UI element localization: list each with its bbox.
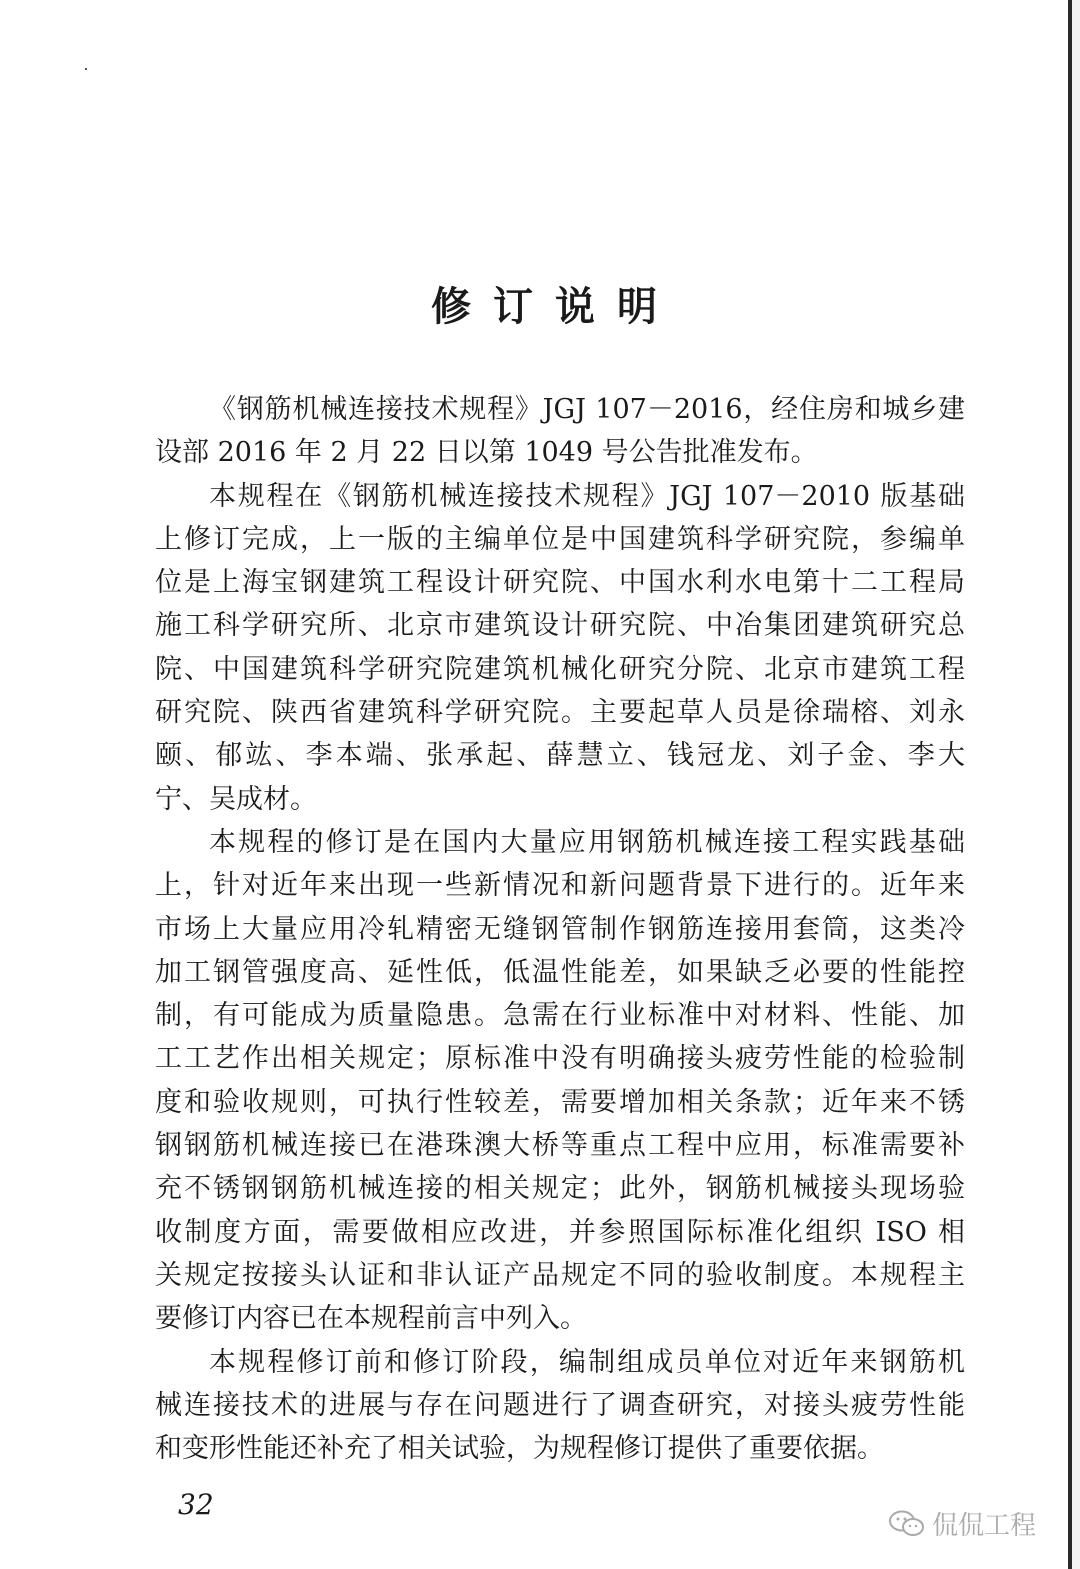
paragraph-line: 工工艺作出相关规定；原标准中没有明确接头疲劳性能的检验制 — [155, 1043, 965, 1074]
paragraph-line: 加工钢管强度高、延性低，低温性能差，如果缺乏必要的性能控 — [155, 957, 965, 988]
paragraph-line: 上，针对近年来出现一些新情况和新问题背景下进行的。近年来 — [155, 870, 965, 901]
page-title: 修订说明 — [431, 283, 679, 330]
paragraph-line: 和变形性能还补充了相关试验，为规程修订提供了重要依据。 — [155, 1433, 884, 1464]
paragraph-line: 院、中国建筑科学研究院建筑机械化研究分院、北京市建筑工程 — [155, 654, 965, 685]
paragraph-line: 度和验收规则，可执行性较差，需要增加相关条款；近年来不锈 — [155, 1087, 965, 1118]
scan-page-edge — [1068, 0, 1072, 1569]
paragraph-line: 位是上海宝钢建筑工程设计研究院、中国水利水电第十二工程局 — [155, 567, 965, 598]
paragraph-line: 充不锈钢钢筋机械连接的相关规定；此外，钢筋机械接头现场验 — [155, 1173, 965, 1204]
watermark-text: 侃侃工程 — [932, 1510, 1037, 1540]
paragraph-line: 械连接技术的进展与存在问题进行了调查研究，对接头疲劳性能 — [155, 1390, 965, 1421]
paragraph-line: 制，有可能成为质量隐患。急需在行业标准中对材料、性能、加 — [155, 1000, 965, 1031]
wechat-icon — [888, 1509, 926, 1539]
page-number: 32 — [178, 1488, 214, 1521]
paragraph-line: 本规程的修订是在国内大量应用钢筋机械连接工程实践基础 — [209, 827, 965, 858]
paragraph-line: 设部 2016 年 2 月 22 日以第 1049 号公告批准发布。 — [155, 437, 818, 468]
scan-speck — [85, 68, 87, 70]
paragraph-line: 收制度方面，需要做相应改进，并参照国际标准化组织 ISO 相 — [155, 1217, 965, 1248]
paragraph-line: 本规程在《钢筋机械连接技术规程》JGJ 107－2010 版基础 — [209, 481, 965, 512]
paragraph-line: 研究院、陕西省建筑科学研究院。主要起草人员是徐瑞榕、刘永 — [155, 697, 965, 728]
paragraph-line: 《钢筋机械连接技术规程》JGJ 107－2016，经住房和城乡建 — [209, 394, 965, 425]
paragraph-line: 要修订内容已在本规程前言中列入。 — [155, 1303, 587, 1334]
paragraph-line: 钢钢筋机械连接已在港珠澳大桥等重点工程中应用，标准需要补 — [155, 1130, 965, 1161]
paragraph-line: 上修订完成，上一版的主编单位是中国建筑科学研究院，参编单 — [155, 524, 965, 555]
paragraph-line: 施工科学研究所、北京市建筑设计研究院、中冶集团建筑研究总 — [155, 610, 965, 641]
watermark — [888, 1505, 1036, 1542]
paragraph-line: 关规定按接头认证和非认证产品规定不同的验收制度。本规程主 — [155, 1260, 965, 1291]
paragraph-line: 本规程修订前和修订阶段，编制组成员单位对近年来钢筋机 — [209, 1347, 965, 1378]
paragraph-line: 宁、吴成材。 — [155, 784, 317, 815]
scan-edge-shadow — [1072, 0, 1080, 1569]
paragraph-line: 颐、郁竑、李本端、张承起、薛慧立、钱冠龙、刘子金、李大 — [155, 740, 965, 771]
paragraph-line: 市场上大量应用冷轧精密无缝钢管制作钢筋连接用套筒，这类冷 — [155, 914, 965, 945]
